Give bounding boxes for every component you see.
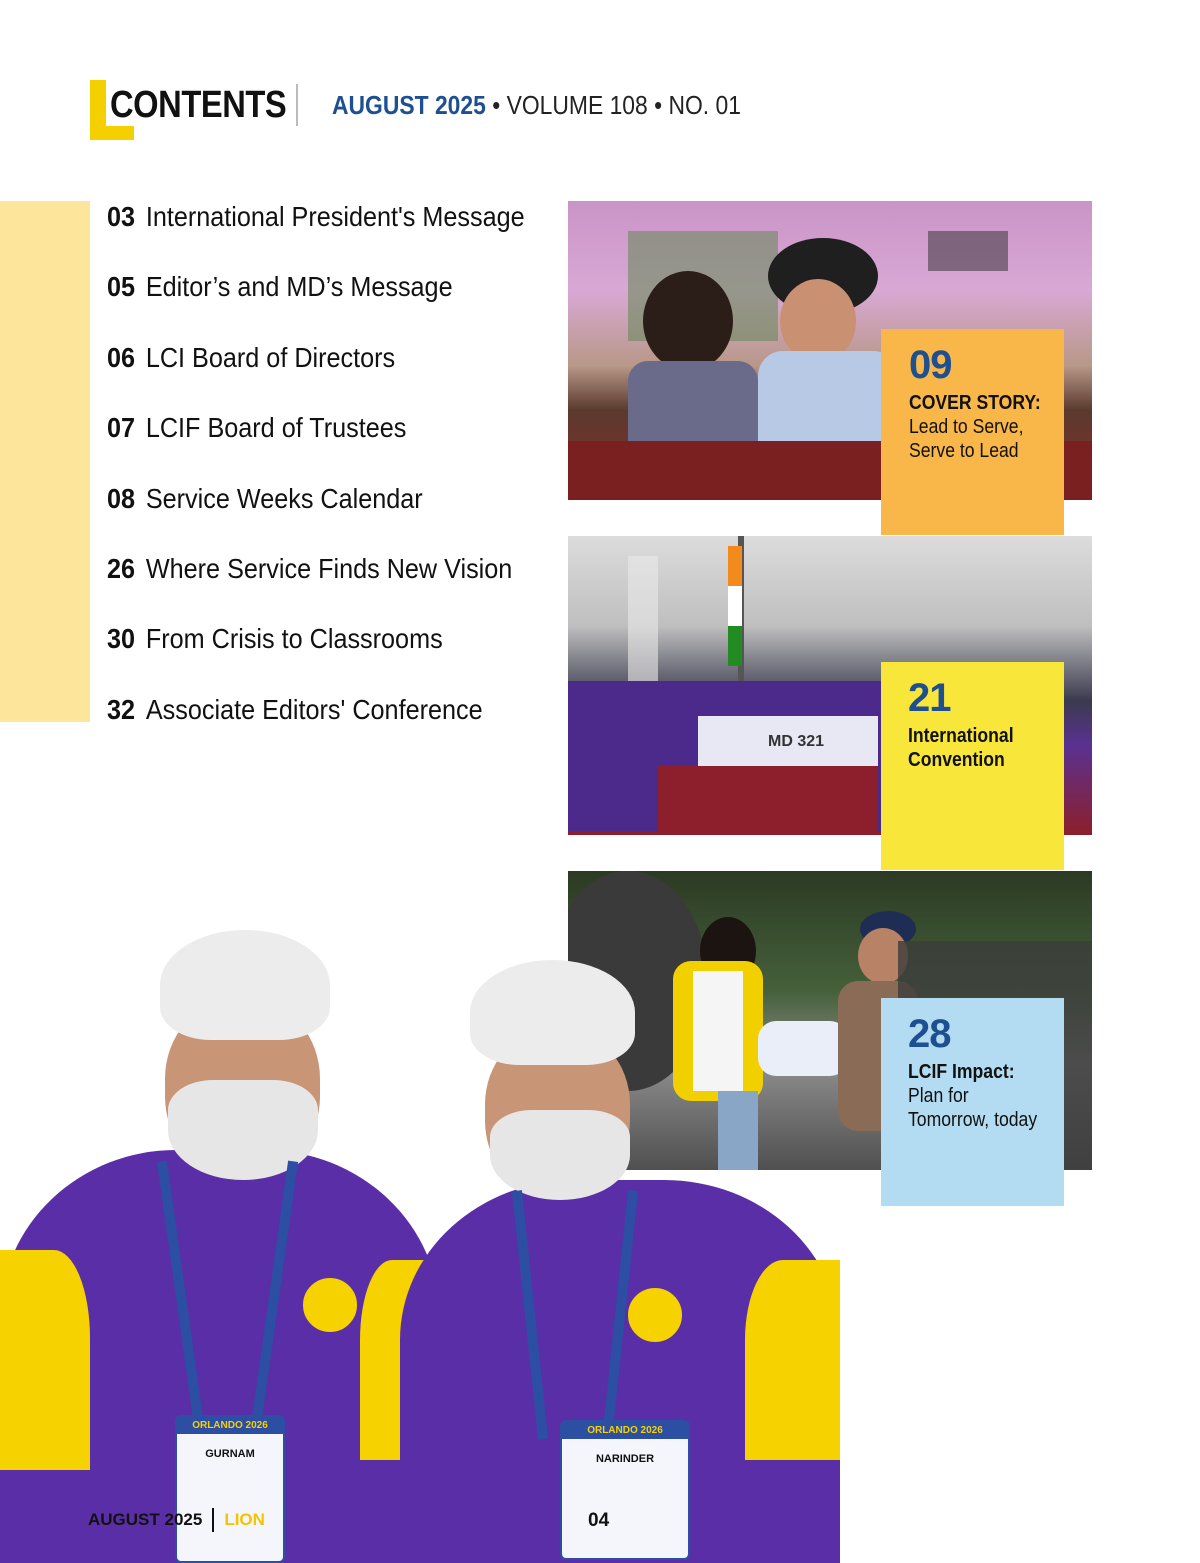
toc-item[interactable]	[107, 623, 567, 693]
feature-caption: COVER STORY: Lead to Serve, Serve to Lead	[909, 392, 1041, 462]
page-title: CONTENTS	[110, 84, 287, 126]
left-member-sleeve	[0, 1250, 90, 1470]
feature-caption: International Convention	[908, 725, 1014, 771]
toc-title: LCI Board of Directors	[145, 341, 396, 373]
members-photo	[0, 930, 860, 1563]
toc-item[interactable]	[107, 483, 567, 553]
left-name-badge: ORLANDO 2026 GURNAM	[175, 1415, 285, 1563]
footer	[88, 1508, 265, 1532]
toc-page: 07	[107, 412, 136, 444]
toc-title: Editor’s and MD’s Message	[145, 271, 453, 303]
lions-logo-icon	[625, 1285, 685, 1345]
issue-volume: • VOLUME 108 • NO. 01	[485, 90, 741, 120]
toc-item[interactable]	[107, 342, 567, 412]
toc-page: 03	[107, 201, 136, 232]
banner-text: MD 321	[768, 733, 825, 750]
toc-page: 08	[107, 482, 136, 514]
toc-page: 30	[107, 623, 136, 655]
toc-title: LCIF Board of Trustees	[145, 412, 407, 444]
toc-item[interactable]	[107, 201, 567, 271]
right-name-badge: ORLANDO 2026 NARINDER	[560, 1420, 690, 1560]
feature-caption: LCIF Impact: Plan for Tomorrow, today	[908, 1061, 1038, 1131]
international-convention-box[interactable]	[881, 662, 1064, 870]
feature-page-number: 28	[908, 1012, 951, 1056]
toc-page: 26	[107, 552, 136, 584]
footer-divider	[212, 1508, 214, 1532]
toc-title: Service Weeks Calendar	[145, 482, 423, 514]
toc-item[interactable]	[107, 271, 567, 341]
toc-title: Where Service Finds New Vision	[145, 552, 513, 584]
lcif-impact-box[interactable]	[881, 998, 1064, 1206]
toc-title: Associate Editors' Conference	[145, 693, 483, 725]
toc-item[interactable]	[107, 694, 567, 764]
feature-page-number: 09	[909, 343, 952, 387]
issue-month: AUGUST 2025	[332, 90, 486, 120]
toc-accent-bar	[0, 201, 90, 722]
toc-page: 32	[107, 693, 136, 725]
right-member-sleeve	[745, 1260, 840, 1460]
footer-brand: LION	[224, 1510, 265, 1529]
toc-title: International President's Message	[145, 201, 525, 232]
right-member-beard	[490, 1110, 630, 1200]
lions-logo-icon	[300, 1275, 360, 1335]
feature-page-number: 21	[908, 676, 951, 720]
cover-story-box[interactable]	[881, 329, 1064, 535]
toc-item[interactable]	[107, 412, 567, 482]
right-member-turban	[470, 960, 635, 1065]
footer-month: AUGUST 2025	[88, 1510, 203, 1529]
left-member-turban	[160, 930, 330, 1040]
issue-line	[332, 90, 741, 121]
toc-item[interactable]	[107, 553, 567, 623]
toc-title: From Crisis to Classrooms	[145, 623, 443, 655]
toc-page: 05	[107, 271, 136, 303]
header-divider	[296, 84, 298, 126]
toc-page: 06	[107, 341, 136, 373]
page-number: 04	[588, 1510, 610, 1531]
table-of-contents	[107, 201, 567, 764]
